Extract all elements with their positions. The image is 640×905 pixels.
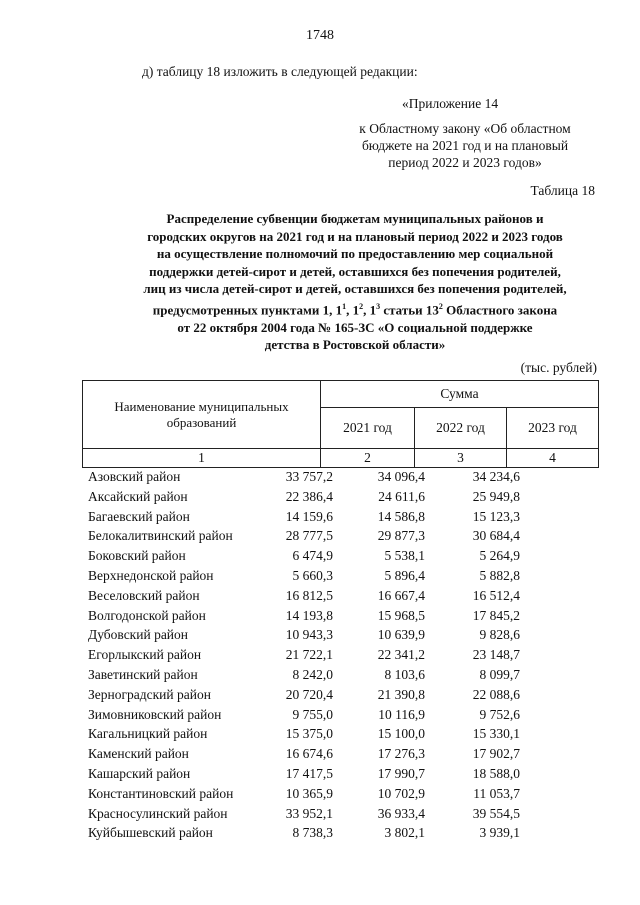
value-2022: 36 933,4 bbox=[377, 805, 425, 821]
value-2023: 17 845,2 bbox=[472, 607, 520, 623]
table-row bbox=[88, 687, 602, 707]
value-2022: 10 702,9 bbox=[377, 785, 425, 801]
table-row bbox=[88, 647, 602, 667]
value-2021: 28 777,5 bbox=[285, 528, 333, 544]
value-2023: 34 234,6 bbox=[472, 469, 520, 484]
intro-text: д) таблицу 18 изложить в следующей редакции: bbox=[142, 64, 418, 79]
appendix-ref-line: период 2022 и 2023 годов» bbox=[388, 155, 542, 170]
value-2021: 17 417,5 bbox=[285, 765, 333, 781]
district-name: Кагальницкий район bbox=[88, 726, 208, 742]
value-2022: 3 802,1 bbox=[384, 825, 425, 841]
value-2021: 22 386,4 bbox=[285, 488, 333, 504]
value-2022: 16 667,4 bbox=[377, 587, 425, 603]
table-row bbox=[88, 568, 602, 588]
district-name: Кашарский район bbox=[88, 765, 191, 781]
table-row bbox=[88, 766, 602, 786]
district-name: Волгодонской район bbox=[88, 607, 206, 623]
value-2023: 18 588,0 bbox=[472, 765, 520, 781]
appendix-title: «Приложение 14 bbox=[402, 96, 499, 111]
table-row bbox=[88, 825, 602, 845]
district-name: Егорлыкский район bbox=[88, 647, 202, 663]
appendix-ref-line: к Областному закону «Об областном bbox=[359, 121, 571, 136]
value-2022: 5 896,4 bbox=[384, 567, 425, 583]
district-name: Белокалитвинский район bbox=[88, 528, 233, 544]
table-row bbox=[88, 667, 602, 687]
value-2023: 30 684,4 bbox=[472, 528, 520, 544]
value-2021: 16 812,5 bbox=[285, 587, 333, 603]
value-2022: 24 611,6 bbox=[378, 488, 425, 504]
value-2022: 34 096,4 bbox=[377, 469, 425, 484]
district-name: Зерноградский район bbox=[88, 686, 211, 702]
table-row bbox=[88, 548, 602, 568]
value-2021: 33 757,2 bbox=[285, 469, 333, 484]
col-number: 1 bbox=[83, 449, 321, 468]
value-2021: 14 193,8 bbox=[285, 607, 333, 623]
table-row bbox=[88, 528, 602, 548]
district-name: Заветинский район bbox=[88, 666, 198, 682]
value-2023: 22 088,6 bbox=[472, 686, 520, 702]
value-2021: 10 365,9 bbox=[285, 785, 333, 801]
value-2023: 9 828,6 bbox=[479, 627, 520, 643]
table-body bbox=[88, 469, 602, 845]
value-2023: 15 330,1 bbox=[472, 726, 520, 742]
value-2021: 33 952,1 bbox=[285, 805, 333, 821]
value-2021: 10 943,3 bbox=[285, 627, 333, 643]
district-name: Боковский район bbox=[88, 548, 186, 564]
value-2023: 23 148,7 bbox=[472, 647, 520, 663]
district-name: Зимовниковский район bbox=[88, 706, 222, 722]
value-2023: 15 123,3 bbox=[472, 508, 520, 524]
table-row bbox=[88, 588, 602, 608]
district-name: Красносулинский район bbox=[88, 805, 228, 821]
district-name: Куйбышевский район bbox=[88, 825, 213, 841]
value-2023: 5 882,8 bbox=[479, 567, 520, 583]
value-2022: 8 103,6 bbox=[384, 666, 425, 682]
table-row bbox=[88, 746, 602, 766]
table-row bbox=[88, 726, 602, 746]
value-2021: 20 720,4 bbox=[285, 686, 333, 702]
col-number: 3 bbox=[415, 449, 507, 468]
title-line: детства в Ростовской области» bbox=[264, 337, 446, 353]
name-column-header: Наименование муниципальных образований bbox=[83, 381, 321, 449]
value-2022: 22 341,2 bbox=[377, 647, 425, 663]
title-line: поддержки детей-сирот и детей, оставшихся без попечения родителей, bbox=[149, 263, 561, 279]
value-2022: 10 116,9 bbox=[378, 706, 425, 722]
sum-header: Сумма bbox=[321, 381, 599, 408]
title-line: городских округов на 2021 год и на плановый период 2022 и 2023 годов bbox=[147, 228, 563, 244]
year-header-2022: 2022 год bbox=[415, 408, 507, 449]
value-2021: 15 375,0 bbox=[285, 726, 333, 742]
year-header-2021: 2021 год bbox=[321, 408, 415, 449]
district-name: Веселовский район bbox=[88, 587, 200, 603]
value-2021: 5 660,3 bbox=[292, 567, 333, 583]
value-2021: 14 159,6 bbox=[285, 508, 333, 524]
district-name: Аксайский район bbox=[88, 488, 188, 504]
table-row bbox=[88, 806, 602, 826]
district-name: Багаевский район bbox=[88, 508, 190, 524]
value-2022: 29 877,3 bbox=[377, 528, 425, 544]
district-name: Азовский район bbox=[88, 469, 181, 484]
year-header-2023: 2023 год bbox=[507, 408, 599, 449]
value-2022: 15 100,0 bbox=[377, 726, 425, 742]
district-name: Дубовский район bbox=[88, 627, 189, 643]
value-2022: 10 639,9 bbox=[377, 627, 425, 643]
district-name: Каменский район bbox=[88, 746, 189, 762]
table-number: Таблица 18 bbox=[530, 183, 595, 198]
value-2022: 5 538,1 bbox=[384, 548, 425, 564]
value-2021: 8 242,0 bbox=[292, 666, 333, 682]
district-name: Верхнедонской район bbox=[88, 567, 214, 583]
title-line: Распределение субвенции бюджетам муниципальных районов и bbox=[166, 211, 544, 226]
value-2023: 11 053,7 bbox=[473, 785, 520, 801]
value-2023: 9 752,6 bbox=[479, 706, 520, 722]
value-2023: 16 512,4 bbox=[472, 587, 520, 603]
col-number: 4 bbox=[507, 449, 599, 468]
value-2022: 14 586,8 bbox=[377, 508, 425, 524]
value-2023: 17 902,7 bbox=[472, 746, 520, 762]
table-row bbox=[88, 707, 602, 727]
appendix-reference bbox=[330, 120, 600, 171]
value-2023: 25 949,8 bbox=[472, 488, 520, 504]
value-2021: 21 722,1 bbox=[285, 647, 333, 663]
value-2021: 6 474,9 bbox=[292, 548, 333, 564]
appendix-ref-line: бюджете на 2021 год и на плановый bbox=[361, 138, 569, 153]
table-row bbox=[88, 509, 602, 529]
value-2022: 17 990,7 bbox=[377, 765, 425, 781]
table-row bbox=[88, 786, 602, 806]
value-2021: 8 738,3 bbox=[292, 825, 333, 841]
title-line: на осуществление полномочий по предоставлению мер социальной bbox=[156, 246, 554, 262]
title-line: от 22 октября 2004 года № 165-ЗС «О социальной поддержке bbox=[177, 319, 533, 335]
table-row bbox=[88, 627, 602, 647]
table-row bbox=[88, 489, 602, 509]
table-title bbox=[110, 210, 600, 354]
district-name: Константиновский район bbox=[88, 785, 234, 801]
value-2022: 21 390,8 bbox=[377, 686, 425, 702]
value-2023: 3 939,1 bbox=[479, 825, 520, 841]
value-2022: 17 276,3 bbox=[377, 746, 425, 762]
value-2023: 5 264,9 bbox=[479, 548, 520, 564]
value-2021: 16 674,6 bbox=[285, 746, 333, 762]
page-number: 1748 bbox=[306, 28, 334, 43]
title-line: предусмотренных пунктами 1, $1^1$, $1^2$, $1^3$ статьи $13^2$ Областного закона bbox=[152, 301, 558, 318]
value-2022: 15 968,5 bbox=[377, 607, 425, 623]
col-number: 2 bbox=[321, 449, 415, 468]
table-row bbox=[88, 608, 602, 628]
value-2021: 9 755,0 bbox=[292, 706, 333, 722]
value-2023: 8 099,7 bbox=[479, 666, 520, 682]
table-header bbox=[82, 380, 599, 468]
title-line: лиц из числа детей-сирот и детей, оставшихся без попечения родителей, bbox=[143, 281, 567, 297]
value-2023: 39 554,5 bbox=[472, 805, 520, 821]
unit-label: (тыс. рублей) bbox=[520, 360, 597, 375]
table-row bbox=[88, 469, 602, 489]
